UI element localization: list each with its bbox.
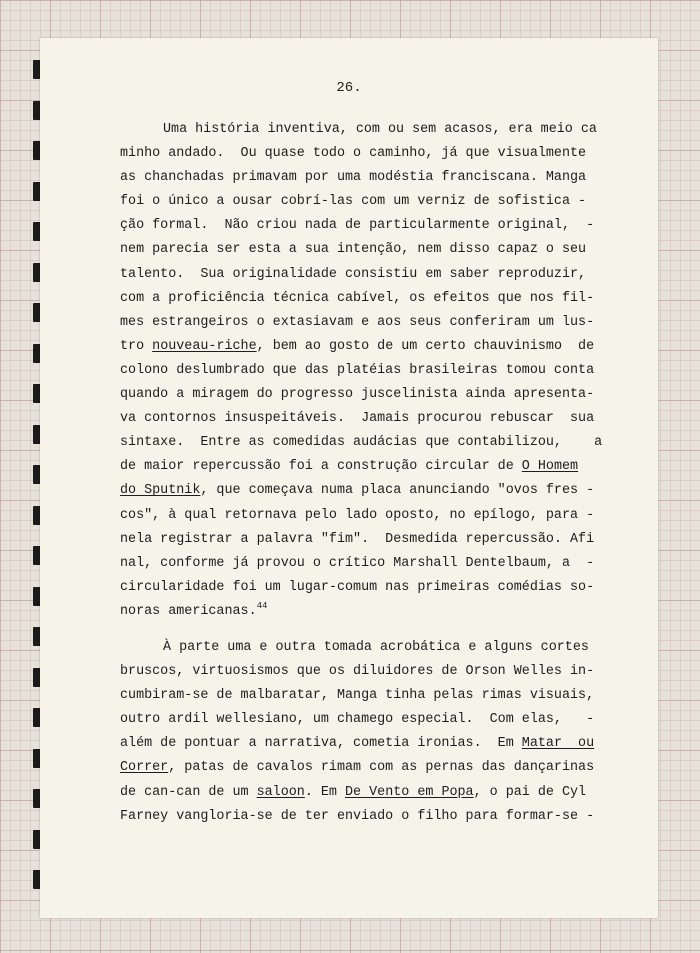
page-body xyxy=(120,118,603,829)
underlined-title: Matar ou xyxy=(521,736,595,752)
text-segment: minho andado. Ou quase todo o caminho, já que visualmente xyxy=(120,146,587,162)
text-segment: colono deslumbrado que das platéias brasileiras tomou conta xyxy=(120,362,595,378)
text-segment: cos", à qual retornava pelo lado oposto, no epílogo, para - xyxy=(120,507,595,523)
text-line xyxy=(120,479,600,503)
text-segment: . Em xyxy=(304,784,346,800)
text-segment: quando a miragem do progresso juscelinista ainda apresenta- xyxy=(120,387,595,403)
text-segment: , que começava numa placa anunciando "ovos fres - xyxy=(200,483,595,499)
text-line xyxy=(120,263,600,287)
underlined-title: De Vento em Popa xyxy=(345,784,474,800)
text-line xyxy=(120,238,600,262)
text-line xyxy=(120,528,600,552)
text-segment: , o pai de Cyl xyxy=(473,784,587,800)
text-segment: com a proficiência técnica cabível, os efeitos que nos fil- xyxy=(120,290,595,306)
text-segment: ção formal. Não criou nada de particularmente original, - xyxy=(120,218,595,234)
text-line xyxy=(120,636,600,660)
text-line xyxy=(120,166,600,190)
text-line xyxy=(120,383,600,407)
text-line xyxy=(120,805,600,829)
text-line xyxy=(120,287,600,311)
text-segment: de can-can de um xyxy=(120,784,257,800)
text-line xyxy=(120,504,600,528)
text-segment: outro ardil wellesiano, um chamego especial. Com elas, - xyxy=(120,712,595,728)
text-segment: Farney vangloria-se de ter enviado o filho para formar-se - xyxy=(120,808,595,824)
text-segment: cumbiram-se de malbaratar, Manga tinha pelas rimas visuais, xyxy=(120,688,595,704)
text-segment: circularidade foi um lugar-comum nas primeiras comédias so- xyxy=(120,579,595,595)
text-line xyxy=(120,684,600,708)
text-line xyxy=(120,142,600,166)
paragraph xyxy=(120,118,603,624)
text-line xyxy=(120,781,600,805)
text-segment: tro xyxy=(120,338,153,354)
text-segment: nal, conforme já provou o crítico Marshall Dentelbaum, a - xyxy=(120,555,595,571)
text-line xyxy=(120,708,600,732)
text-segment: va contornos insuspeitáveis. Jamais procurou rebuscar sua xyxy=(120,411,595,427)
text-line xyxy=(120,118,600,142)
text-line xyxy=(120,311,600,335)
text-line xyxy=(120,359,600,383)
text-segment: as chanchadas primavam por uma modéstia franciscana. Manga xyxy=(120,170,587,186)
text-line xyxy=(120,576,600,600)
text-line xyxy=(120,732,600,756)
text-segment: bruscos, virtuosismos que os diluidores de Orson Welles in- xyxy=(120,664,595,680)
text-segment: , bem ao gosto de um certo chauvinismo de xyxy=(256,338,595,354)
text-line xyxy=(120,407,600,431)
text-line xyxy=(120,214,600,238)
text-line xyxy=(120,660,600,684)
text-segment: de maior repercussão foi a construção circular de xyxy=(120,459,522,475)
underlined-title: Correr xyxy=(120,760,169,776)
text-segment: nela registrar a palavra "fim". Desmedida repercussão. Afi xyxy=(120,531,595,547)
footnote-ref: 44 xyxy=(256,600,268,611)
paragraph xyxy=(120,636,600,829)
text-line xyxy=(120,552,600,576)
text-segment: À parte uma e outra tomada acrobática e alguns cortes xyxy=(163,639,589,655)
underlined-title: O Homem xyxy=(521,459,579,475)
typewritten-page xyxy=(40,38,658,918)
underlined-title: saloon xyxy=(256,784,305,800)
text-segment: talento. Sua originalidade consistiu em saber reproduzir, xyxy=(120,266,587,282)
text-segment: nem parecia ser esta a sua intenção, nem disso capaz o seu xyxy=(120,242,587,258)
text-segment: , patas de cavalos rimam com as pernas das dançarinas xyxy=(168,760,595,776)
text-segment: Uma história inventiva, com ou sem acasos, era meio ca xyxy=(163,122,597,137)
text-line xyxy=(120,431,603,455)
text-line xyxy=(120,190,600,214)
text-segment: foi o único a ousar cobrí-las com um verniz de sofistica - xyxy=(120,194,587,210)
text-line xyxy=(120,455,600,479)
text-segment: mes estrangeiros o extasiavam e aos seus conferiram um lus- xyxy=(120,314,595,330)
text-segment: sintaxe. Entre as comedidas audácias que contabilizou, a xyxy=(120,435,603,451)
underlined-title: do Sputnik xyxy=(120,483,201,499)
underlined-title: nouveau-riche xyxy=(152,338,257,354)
page-number: 26. xyxy=(336,80,362,96)
text-line xyxy=(120,600,600,624)
text-line xyxy=(120,335,600,359)
text-segment: noras americanas. xyxy=(120,603,257,619)
text-line xyxy=(120,756,600,780)
text-segment: além de pontuar a narrativa, cometia ironias. Em xyxy=(120,736,522,752)
